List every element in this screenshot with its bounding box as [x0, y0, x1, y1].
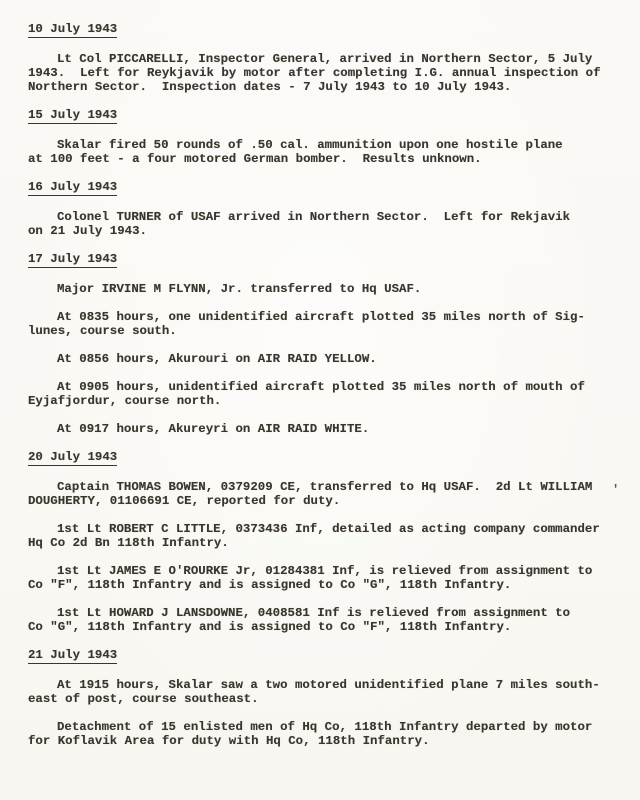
date-heading [28, 252, 616, 268]
entry-line: DOUGHERTY, 01106691 CE, reported for duty. [28, 494, 341, 508]
entry-line: Co "F", 118th Infantry and is assigned to Co "G", 118th Infantry. [28, 578, 512, 592]
entry-line: At 0856 hours, Akurouri on AIR RAID YELLOW. [57, 352, 377, 366]
entry-paragraph [28, 310, 616, 338]
entry-paragraph [28, 52, 616, 94]
date-heading [28, 108, 616, 124]
diary-section [28, 252, 616, 436]
entry-line: on 21 July 1943. [28, 224, 147, 238]
entry-line: Lt Col PICCARELLI, Inspector General, arrived in Northern Sector, 5 July [57, 52, 593, 66]
diary-section [28, 180, 616, 238]
entry-line: Co "G", 118th Infantry and is assigned to Co "F", 118th Infantry. [28, 620, 512, 634]
date-heading-text: 21 July 1943 [28, 648, 118, 662]
entry-line: At 0835 hours, one unidentified aircraft plotted 35 miles north of Sig- [57, 310, 585, 324]
entry-paragraph [28, 210, 616, 238]
diary-section [28, 648, 616, 748]
entry-paragraph [28, 380, 616, 408]
entry-line: 1943. Left for Reykjavik by motor after completing I.G. annual inspection of [28, 66, 601, 80]
date-heading-text: 16 July 1943 [28, 180, 118, 194]
date-heading-text: 20 July 1943 [28, 450, 118, 464]
entry-line: lunes, course south. [28, 324, 177, 338]
entry-paragraph [28, 564, 616, 592]
entry-line: Northern Sector. Inspection dates - 7 July 1943 to 10 July 1943. [28, 80, 512, 94]
entry-line: At 0905 hours, unidentified aircraft plotted 35 miles north of mouth of [57, 380, 585, 394]
entry-paragraph [28, 678, 616, 706]
entry-line: east of post, course southeast. [28, 692, 259, 706]
entry-line: Major IRVINE M FLYNN, Jr. transferred to Hq USAF. [57, 282, 422, 296]
entry-paragraph [28, 422, 616, 436]
entry-line: Detachment of 15 enlisted men of Hq Co, 118th Infantry departed by motor [57, 720, 593, 734]
entry-line: for Koflavik Area for duty with Hq Co, 118th Infantry. [28, 734, 430, 748]
diary-section [28, 108, 616, 166]
entry-paragraph [28, 522, 616, 550]
entry-line: Skalar fired 50 rounds of .50 cal. ammunition upon one hostile plane [57, 138, 563, 152]
entry-line: 1st Lt HOWARD J LANSDOWNE, 0408581 Inf is relieved from assignment to [57, 606, 571, 620]
entry-line: 1st Lt JAMES E O'ROURKE Jr, 01284381 Inf, is relieved from assignment to [57, 564, 593, 578]
date-heading-text: 17 July 1943 [28, 252, 118, 266]
entry-line: Hq Co 2d Bn 118th Infantry. [28, 536, 229, 550]
scan-artifact-mark: ' [612, 483, 620, 497]
date-heading [28, 180, 616, 196]
entry-line: at 100 feet - a four motored German bomber. Results unknown. [28, 152, 482, 166]
entry-paragraph [28, 138, 616, 166]
date-heading [28, 22, 616, 38]
entry-line: At 1915 hours, Skalar saw a two motored unidentified plane 7 miles south- [57, 678, 600, 692]
entry-line: 1st Lt ROBERT C LITTLE, 0373436 Inf, detailed as acting company commander [57, 522, 600, 536]
entry-line: Eyjafjordur, course north. [28, 394, 222, 408]
diary-section [28, 450, 616, 634]
date-heading [28, 450, 616, 466]
date-heading [28, 648, 616, 664]
diary-section [28, 22, 616, 94]
entry-line: At 0917 hours, Akureyri on AIR RAID WHITE. [57, 422, 370, 436]
entry-paragraph [28, 720, 616, 748]
diary-sections [28, 22, 616, 748]
entry-line: Captain THOMAS BOWEN, 0379209 CE, transferred to Hq USAF. 2d Lt WILLIAM [57, 480, 593, 494]
entry-line: Colonel TURNER of USAF arrived in Northern Sector. Left for Rekjavik [57, 210, 571, 224]
date-heading-text: 15 July 1943 [28, 108, 118, 122]
entry-paragraph [28, 352, 616, 366]
entry-paragraph [28, 480, 616, 508]
date-heading-text: 10 July 1943 [28, 22, 118, 36]
entry-paragraph [28, 606, 616, 634]
entry-paragraph [28, 282, 616, 296]
